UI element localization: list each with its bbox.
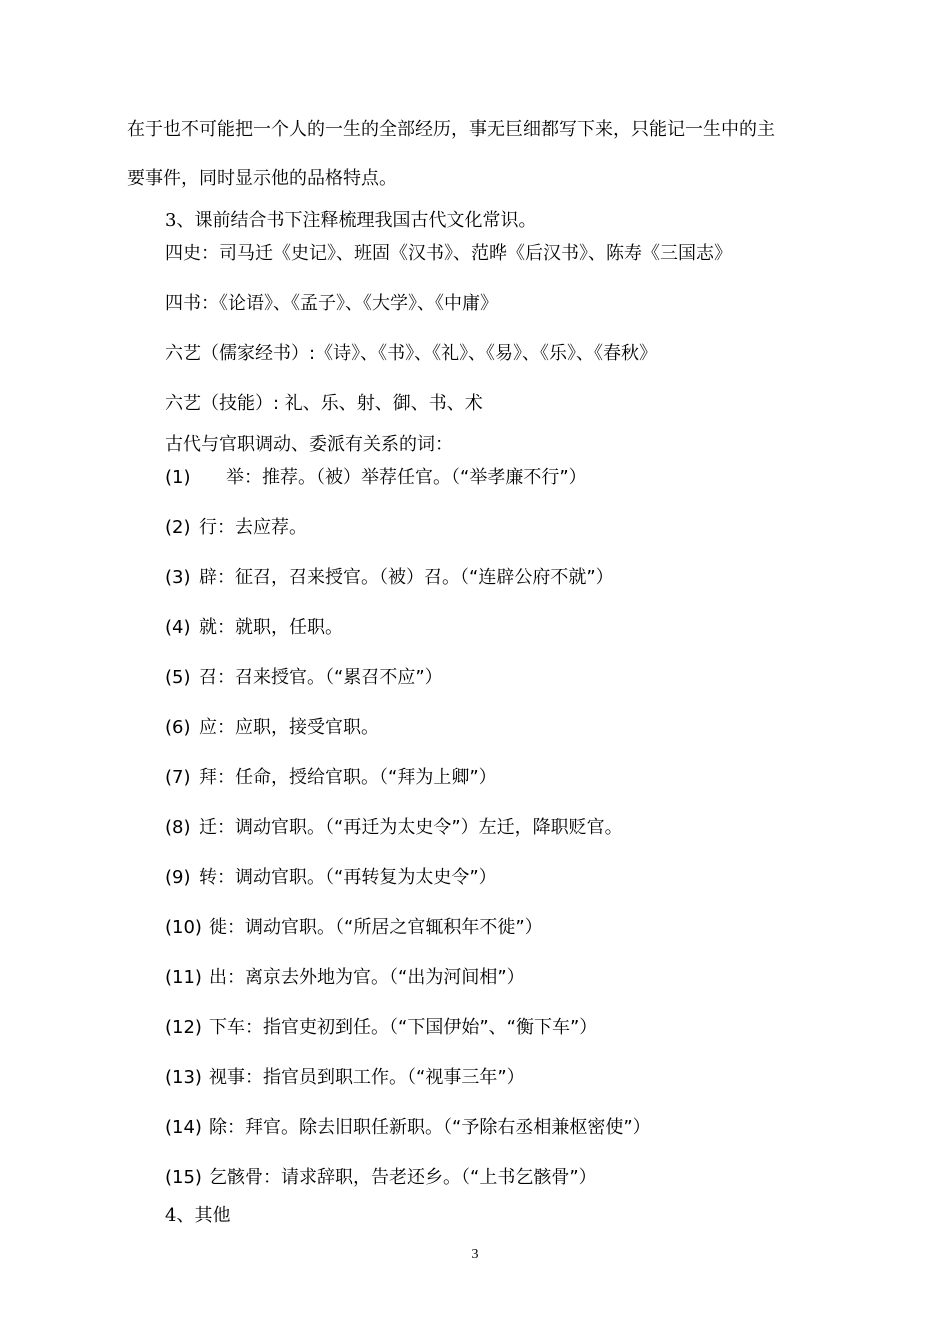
term-number: (6) [165, 717, 191, 738]
six-arts-skills: 六艺（技能）: 礼、乐、射、御、书、术 [165, 393, 483, 414]
official-terms-heading: 古代与官职调动、委派有关系的词： [165, 434, 453, 455]
term-number: (8) [165, 817, 191, 838]
term-number: (1) [165, 467, 191, 488]
term-number: (14) [165, 1117, 202, 1138]
term-item [165, 766, 497, 790]
term-item [165, 566, 614, 590]
term-text: 应：应职，接受官职。 [199, 717, 379, 738]
term-number: (15) [165, 1167, 202, 1188]
term-item [165, 1016, 597, 1040]
term-text: 举：推荐。（被）举荐任官。（“举孝廉不行”） [226, 467, 587, 488]
term-text: 出：离京去外地为官。（“出为河间相”） [209, 967, 525, 988]
term-item [165, 1116, 651, 1140]
term-text: 就：就职，任职。 [199, 617, 343, 638]
term-text: 迁：调动官职。（“再迁为太史令”）左迁，降职贬官。 [199, 817, 623, 838]
term-number: (9) [165, 867, 191, 888]
term-text: 乞骸骨：请求辞职，告老还乡。（“上书乞骸骨”） [209, 1167, 597, 1188]
term-item [165, 516, 307, 540]
term-number: (4) [165, 617, 191, 638]
six-arts-classics: 六艺（儒家经书）:《诗》、《书》、《礼》、《易》、《乐》、《春秋》 [165, 343, 658, 364]
term-item [165, 1166, 597, 1190]
term-item [165, 716, 379, 740]
term-number: (10) [165, 917, 202, 938]
term-text: 下车：指官吏初到任。（“下国伊始”、“衡下车”） [209, 1017, 598, 1038]
term-text: 行：去应荐。 [199, 517, 307, 538]
term-number: (11) [165, 967, 202, 988]
section4-heading: 4、其他 [165, 1205, 231, 1226]
term-item [165, 866, 497, 890]
term-item [165, 966, 525, 990]
term-item [165, 466, 587, 490]
term-text: 视事：指官员到职工作。（“视事三年”） [209, 1067, 525, 1088]
term-item [165, 1066, 525, 1090]
intro-line-1: 在于也不可能把一个人的一生的全部经历，事无巨细都写下来，只能记一生中的主 [127, 119, 775, 140]
four-books: 四书：《论语》、《孟子》、《大学》、《中庸》 [165, 293, 498, 314]
term-text: 徙：调动官职。（“所居之官辄积年不徙”） [209, 917, 543, 938]
term-item [165, 616, 343, 640]
term-item [165, 816, 623, 840]
term-number: (13) [165, 1067, 202, 1088]
term-number: (7) [165, 767, 191, 788]
term-text: 转：调动官职。（“再转复为太史令”） [199, 867, 497, 888]
term-text: 拜：任命，授给官职。（“拜为上卿”） [199, 767, 497, 788]
term-number: (2) [165, 517, 191, 538]
term-number: (5) [165, 667, 191, 688]
section3-heading: 3、课前结合书下注释梳理我国古代文化常识。 [165, 210, 537, 231]
term-number: (12) [165, 1017, 202, 1038]
page-number: 3 [471, 1247, 479, 1262]
term-item [165, 916, 543, 940]
term-text: 除：拜官。除去旧职任新职。（“予除右丞相兼枢密使”） [209, 1117, 651, 1138]
term-text: 召：召来授官。（“累召不应”） [199, 667, 443, 688]
term-text: 辟：征召，召来授官。（被）召。（“连辟公府不就”） [199, 567, 614, 588]
term-item [165, 666, 443, 690]
four-histories: 四史：司马迁《史记》、班固《汉书》、范晔《后汉书》、陈寿《三国志》 [165, 243, 732, 264]
intro-line-2: 要事件，同时显示他的品格特点。 [127, 168, 397, 189]
term-number: (3) [165, 567, 191, 588]
